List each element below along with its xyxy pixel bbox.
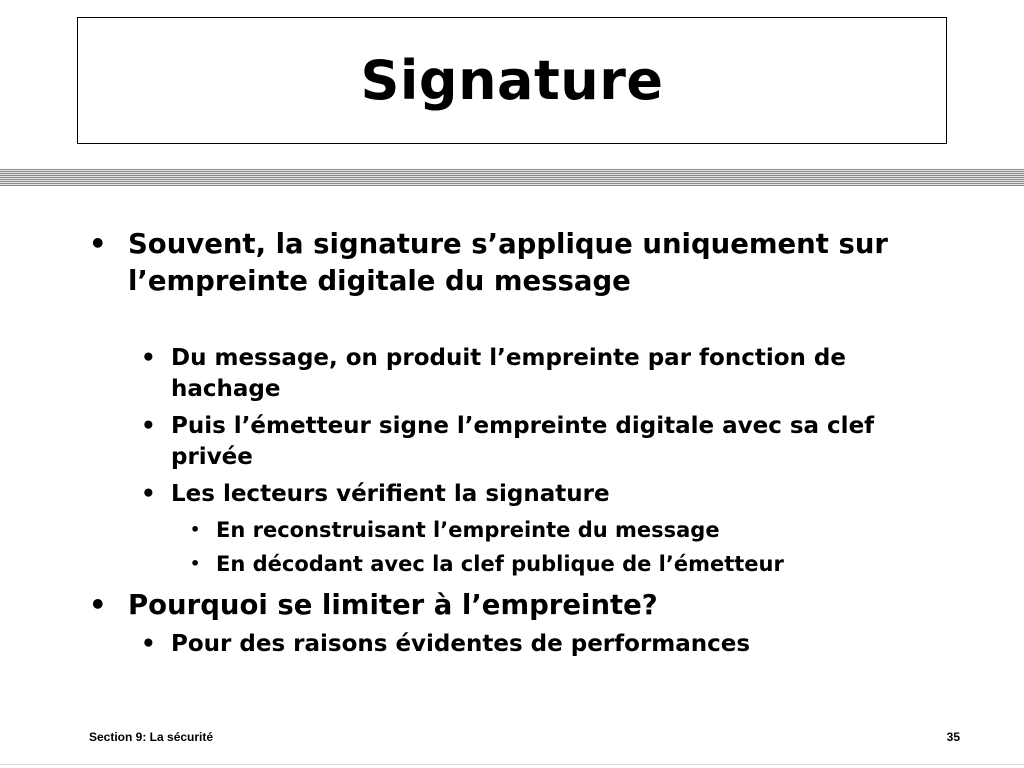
bullet-text: Les lecteurs vérifient la signature (171, 481, 610, 507)
bullet-dot-icon: • (141, 413, 156, 439)
slide-title: Signature (360, 48, 664, 112)
bullet-item (89, 226, 889, 300)
bullet-item (89, 587, 889, 624)
bullet-dot-icon: • (190, 520, 201, 539)
bullet-text: Souvent, la signature s’applique uniquement sur l’empreinte digitale du message (128, 228, 888, 297)
bullet-text: Puis l’émetteur signe l’empreinte digitale avec sa clef privée (171, 413, 875, 470)
footer-page-number: 35 (946, 730, 960, 744)
bullet-text: Du message, on produit l’empreinte par fonction de hachage (171, 345, 846, 402)
bullet-item (141, 479, 931, 510)
bullet-item (141, 343, 931, 405)
bullet-item (141, 629, 931, 660)
bottom-divider (0, 764, 1024, 765)
bullet-item (190, 550, 930, 578)
bullet-text: Pour des raisons évidentes de performances (171, 631, 751, 657)
bullet-dot-icon: • (89, 589, 107, 621)
bullet-text: Pourquoi se limiter à l’empreinte? (128, 589, 658, 621)
bullet-dot-icon: • (141, 631, 156, 657)
bullet-item (190, 516, 930, 544)
bullet-dot-icon: • (89, 228, 107, 260)
bullet-text: En reconstruisant l’empreinte du message (216, 518, 720, 542)
bullet-dot-icon: • (141, 345, 156, 371)
footer-section-label: Section 9: La sécurité (89, 730, 214, 744)
bullet-item (141, 411, 931, 473)
bullet-dot-icon: • (141, 481, 156, 507)
bullet-dot-icon: • (190, 554, 201, 573)
bullet-text: En décodant avec la clef publique de l’émetteur (216, 552, 784, 576)
